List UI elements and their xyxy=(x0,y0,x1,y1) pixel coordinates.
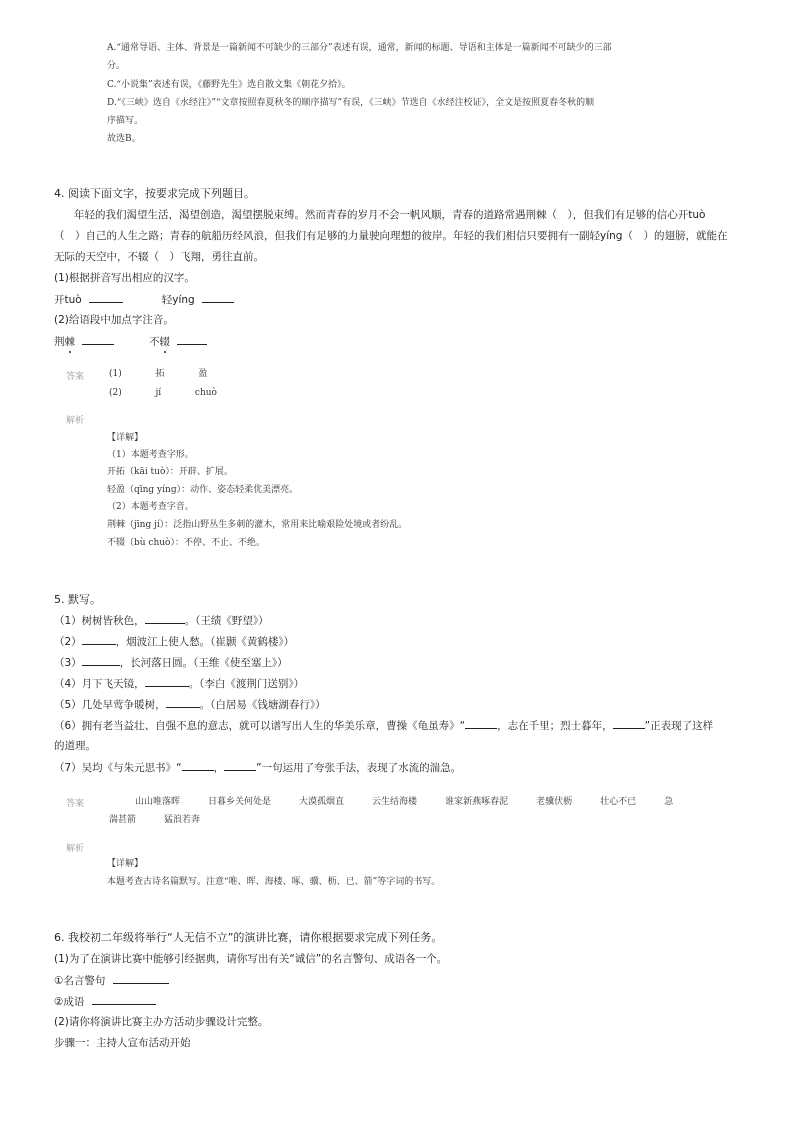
q5-blank-9[interactable] xyxy=(224,759,256,771)
q5-answer-8: 急 xyxy=(664,797,674,807)
q5-answer-4: 云生结海楼 xyxy=(372,797,418,807)
q4-kai-tuo-label: 开tuò xyxy=(54,294,82,306)
q4-qing-ying-blank[interactable] xyxy=(202,291,234,303)
q5-answer-3: 大漠孤烟直 xyxy=(299,797,345,807)
q4-kai-tuo-blank[interactable] xyxy=(89,291,123,303)
q4-answer1-number: (1) xyxy=(109,369,122,379)
q4-answer-row1 xyxy=(109,366,207,382)
q5-line4 xyxy=(54,675,304,692)
q4-answer2-a: jí xyxy=(155,388,162,398)
q4-ji-dotted-char: 棘 xyxy=(64,336,75,348)
q4-answer-label: 答案 xyxy=(66,372,85,382)
q6-sub2: (2)请你将演讲比赛主办方活动步骤设计完整。 xyxy=(54,1016,269,1028)
q5-answer-1: 山山唯落晖 xyxy=(135,797,181,807)
q4-explain-3: 轻盈（qīng yíng）：动作、姿态轻柔优美漂亮。 xyxy=(107,485,299,495)
q5-line4-text-b: 。（李白《渡荆门送别》） xyxy=(188,678,305,690)
q6-title: 6. 我校初二年级将举行“人无信不立”的演讲比赛，请你根据要求完成下列任务。 xyxy=(54,931,443,944)
q5-line5-text-a: （5）几处早莺争暖树， xyxy=(54,699,166,711)
q6-idiom-blank[interactable] xyxy=(92,993,156,1005)
q5-line3-text-b: ，长河落日圆。（王维《使至塞上》） xyxy=(119,657,288,669)
q4-jing-char: 荆 xyxy=(54,336,65,348)
q5-title: 5. 默写。 xyxy=(54,593,101,606)
q5-line5 xyxy=(54,696,326,713)
q5-answer-label: 答案 xyxy=(66,799,85,809)
q5-blank-3[interactable] xyxy=(82,654,120,666)
q5-line6-text-a: （6）拥有老当益壮、自强不息的意志，就可以谱写出人生的华美乐章，曹操《龟虽寿》“ xyxy=(54,720,466,732)
q5-line1-text-a: （1）树树皆秋色， xyxy=(54,615,145,627)
q4-chuo-dotted-char: 辍 xyxy=(159,336,171,348)
q4-pinyin-row xyxy=(54,291,234,308)
q5-blank-6[interactable] xyxy=(465,717,497,729)
q4-passage-line2: （ ）自己的人生之路；青春的航船历经风浪，但我们有足够的力量驶向理想的彼岸。年轻的我们相信只要拥有一副轻yíng（ ）的翅膀，就能在 xyxy=(54,230,728,242)
explanation-conclusion: 故选B。 xyxy=(107,134,141,144)
q4-explain-4: （2）本题考查字音。 xyxy=(107,502,194,512)
q5-line1-text-b: 。（王绩《野望》） xyxy=(184,615,269,627)
q5-answer-row1 xyxy=(135,794,673,810)
q4-explain-6: 不辍（bù chuò）：不停、不止、不绝。 xyxy=(107,538,265,548)
q5-answer-6: 老骥伏枥 xyxy=(536,797,573,807)
q5-explain-1: 本题考查古诗名篇默写。注意“唯、晖、海楼、啄、骥、枥、已、箭”等字词的书写。 xyxy=(107,877,441,887)
q5-line1 xyxy=(54,612,269,629)
q5-line6-text-b: ，志在千里；烈士暮年， xyxy=(497,720,613,732)
q4-qing-ying-label: 轻yíng xyxy=(161,294,195,306)
q4-sub1: (1)根据拼音写出相应的汉字。 xyxy=(54,272,195,284)
q5-blank-7[interactable] xyxy=(613,717,645,729)
q5-answer-7: 壮心不已 xyxy=(600,797,637,807)
q4-jing-ji-blank[interactable] xyxy=(82,333,114,345)
q4-bu-char: 不 xyxy=(149,336,160,348)
q6-item2 xyxy=(54,993,156,1010)
q6-item1 xyxy=(54,972,169,989)
explanation-option-a-line1: A.“通常导语、主体、背景是一篇新闻不可缺少的三部分”表述有误，通常，新闻的标题、导语和主体是一篇新闻不可缺少的三部 xyxy=(107,43,612,53)
explanation-option-d-line1: D.“《三峡》选自《水经注》”“文章按照春夏秋冬的顺序描写”有误，《三峡》节选自《水经注校证》，全文是按照夏春冬秋的顺 xyxy=(107,98,595,108)
q5-line3-text-a: （3） xyxy=(54,657,82,669)
q5-line7-text-a: （7）吴均《与朱元思书》“ xyxy=(54,762,182,774)
q4-answer1-a: 拓 xyxy=(155,369,165,379)
q5-line2-text-b: ，烟波江上使人愁。（崔颢《黄鹤楼》） xyxy=(115,636,295,648)
q6-step1: 步骤一：主持人宣布活动开始 xyxy=(54,1037,191,1049)
q4-answer2-number: (2) xyxy=(109,388,122,398)
q5-answer-2: 日暮乡关何处是 xyxy=(208,797,272,807)
q4-explain-5: 荆棘（jīng jí）：泛指山野丛生多刺的灌木，常用来比喻艰险处境或者纷乱。 xyxy=(107,520,408,530)
explanation-option-c: C.“小说集”表述有误，《藤野先生》选自散文集《朝花夕拾》。 xyxy=(107,80,351,90)
q4-answer-row2 xyxy=(109,385,217,401)
q6-sub1: (1)为了在演讲比赛中能够引经据典，请你写出有关“诚信”的名言警句、成语各一个。 xyxy=(54,953,448,965)
q4-sub2: (2)给语段中加点字注音。 xyxy=(54,314,174,326)
explanation-option-a-line2: 分。 xyxy=(107,61,126,71)
q5-blank-1[interactable] xyxy=(145,612,185,624)
q5-line3 xyxy=(54,654,288,671)
q5-answer-row2 xyxy=(109,812,228,828)
q5-line4-text-a: （4）月下飞天镜， xyxy=(54,678,145,690)
q4-answer2-b: chuò xyxy=(194,388,217,398)
q4-bu-chuo-blank[interactable] xyxy=(177,333,207,345)
q5-line5-text-b: 。（白居易《钱塘湖春行》） xyxy=(199,699,326,711)
q5-line6 xyxy=(54,717,713,734)
q6-item1-label: ①名言警句 xyxy=(54,975,106,987)
q4-title: 4. 阅读下面文字，按要求完成下列题目。 xyxy=(54,187,255,200)
q5-answer-8-cont: 湍甚箭 xyxy=(109,815,137,825)
q5-answer-5: 谁家新燕啄春泥 xyxy=(445,797,509,807)
q5-blank-4[interactable] xyxy=(145,675,189,687)
q4-detail-heading: 【详解】 xyxy=(107,433,144,443)
q5-line7-text-b: ， xyxy=(213,762,225,774)
q4-answer1-b: 盈 xyxy=(198,369,208,379)
q5-explain-label: 解析 xyxy=(66,844,85,854)
q5-line2 xyxy=(54,633,294,650)
q6-item2-label: ②成语 xyxy=(54,996,85,1008)
q5-answer-9: 猛浪若奔 xyxy=(164,815,201,825)
q5-blank-8[interactable] xyxy=(182,759,214,771)
explanation-option-d-line2: 序描写。 xyxy=(107,116,144,126)
q6-motto-blank[interactable] xyxy=(113,972,169,984)
q5-line7 xyxy=(54,759,461,776)
q5-line2-text-a: （2） xyxy=(54,636,82,648)
q5-line6-cont: 的道理。 xyxy=(54,740,96,752)
q5-blank-5[interactable] xyxy=(166,696,200,708)
q4-explain-label: 解析 xyxy=(66,416,85,426)
q5-detail-heading: 【详解】 xyxy=(107,859,144,869)
q5-line6-text-c: ”正表现了这样 xyxy=(644,720,714,732)
q4-explain-2: 开拓（kāi tuò）：开辟、扩展。 xyxy=(107,467,233,477)
q5-blank-2[interactable] xyxy=(82,633,116,645)
q4-zhuyin-row xyxy=(54,333,207,350)
q4-passage-line1: 年轻的我们渴望生活，渴望创造，渴望摆脱束缚。然而青春的岁月不会一帆风顺，青春的道路常遇荆棘（ ），但我们有足够的信心开tuò xyxy=(74,209,706,221)
q4-explain-1: （1）本题考查字形。 xyxy=(107,450,194,460)
q4-passage-line3: 无际的天空中，不辍（ ）飞翔，勇往直前。 xyxy=(54,251,264,263)
q5-line7-text-c: ”一句运用了夸张手法，表现了水流的湍急。 xyxy=(256,762,462,774)
